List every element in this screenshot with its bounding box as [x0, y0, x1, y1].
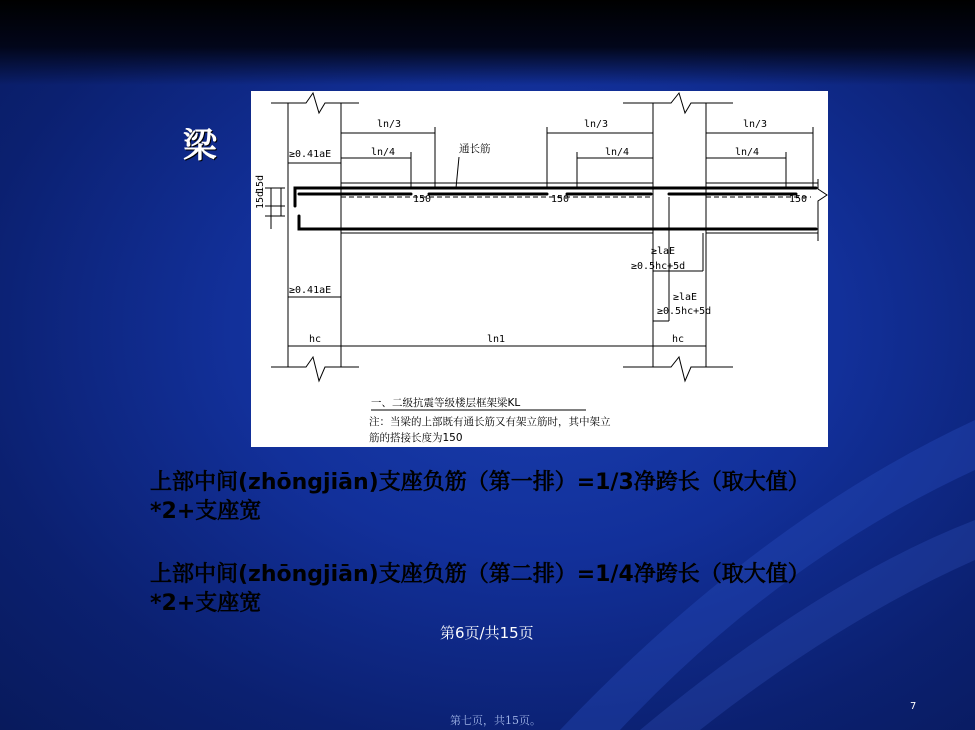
dim-15d-lower: 15d — [255, 190, 266, 209]
dim-ln3-right: ln/3 — [743, 119, 768, 130]
dim-hc-left: hc — [309, 334, 322, 345]
diagram-caption: 一、二级抗震等级楼层框架梁KL — [371, 397, 521, 409]
left-column-break-top — [271, 93, 359, 113]
mid-anchor-lae-1: ≥laE — [651, 246, 676, 257]
dim-ln4-left: ln/4 — [371, 147, 396, 158]
dim-15d-upper: 15d — [255, 174, 266, 193]
beam-reinforcement-diagram — [251, 91, 828, 447]
mid-anchor-lae-2: ≥laE — [673, 292, 698, 303]
beam-diagram-panel — [251, 91, 828, 447]
note-line-2: 筋的搭接长度为150 — [369, 432, 463, 444]
mid-anchor-hc-1: ≥0.5hc+5d — [631, 261, 686, 272]
slide-title: 梁 — [183, 126, 218, 166]
lap-150-left: 150 — [413, 194, 432, 205]
lap-150-right: 150 — [789, 194, 808, 205]
rule-second-row: 上部中间(zhōngjiān)支座负筋（第二排）=1/4净跨长（取大值）*2+支座宽 — [150, 562, 810, 616]
bottom-bar — [299, 216, 816, 229]
dim-ln3-mid: ln/3 — [584, 119, 609, 130]
lap-150-mid: 150 — [551, 194, 570, 205]
anchor-top-left: ≥0.41aE — [289, 149, 332, 160]
continuous-bar-label: 通长筋 — [459, 143, 491, 155]
mid-column-break-bottom — [623, 357, 733, 381]
dim-ln4-right: ln/4 — [735, 147, 760, 158]
mid-anchor-hc-2: ≥0.5hc+5d — [657, 306, 712, 317]
page-indicator: 第6页/共15页 — [440, 624, 534, 642]
dim-ln1: ln1 — [487, 334, 506, 345]
footer-text: 第七页，共15页。 — [450, 714, 541, 727]
anchor-bottom-left: ≥0.41aE — [289, 285, 332, 296]
dim-ln3-left: ln/3 — [377, 119, 402, 130]
beam-break-right — [818, 179, 827, 241]
note-line-1: 注：当梁的上部既有通长筋又有架立筋时，其中架立 — [369, 416, 611, 428]
left-column-break-bottom — [271, 357, 359, 381]
rule-first-row: 上部中间(zhōngjiān)支座负筋（第一排）=1/3净跨长（取大值）*2+支座宽 — [150, 470, 810, 524]
dim-hc-right: hc — [672, 334, 685, 345]
dim-ln4-mid: ln/4 — [605, 147, 630, 158]
mid-column-break-top — [623, 93, 733, 113]
slide-number: 7 — [910, 701, 917, 712]
